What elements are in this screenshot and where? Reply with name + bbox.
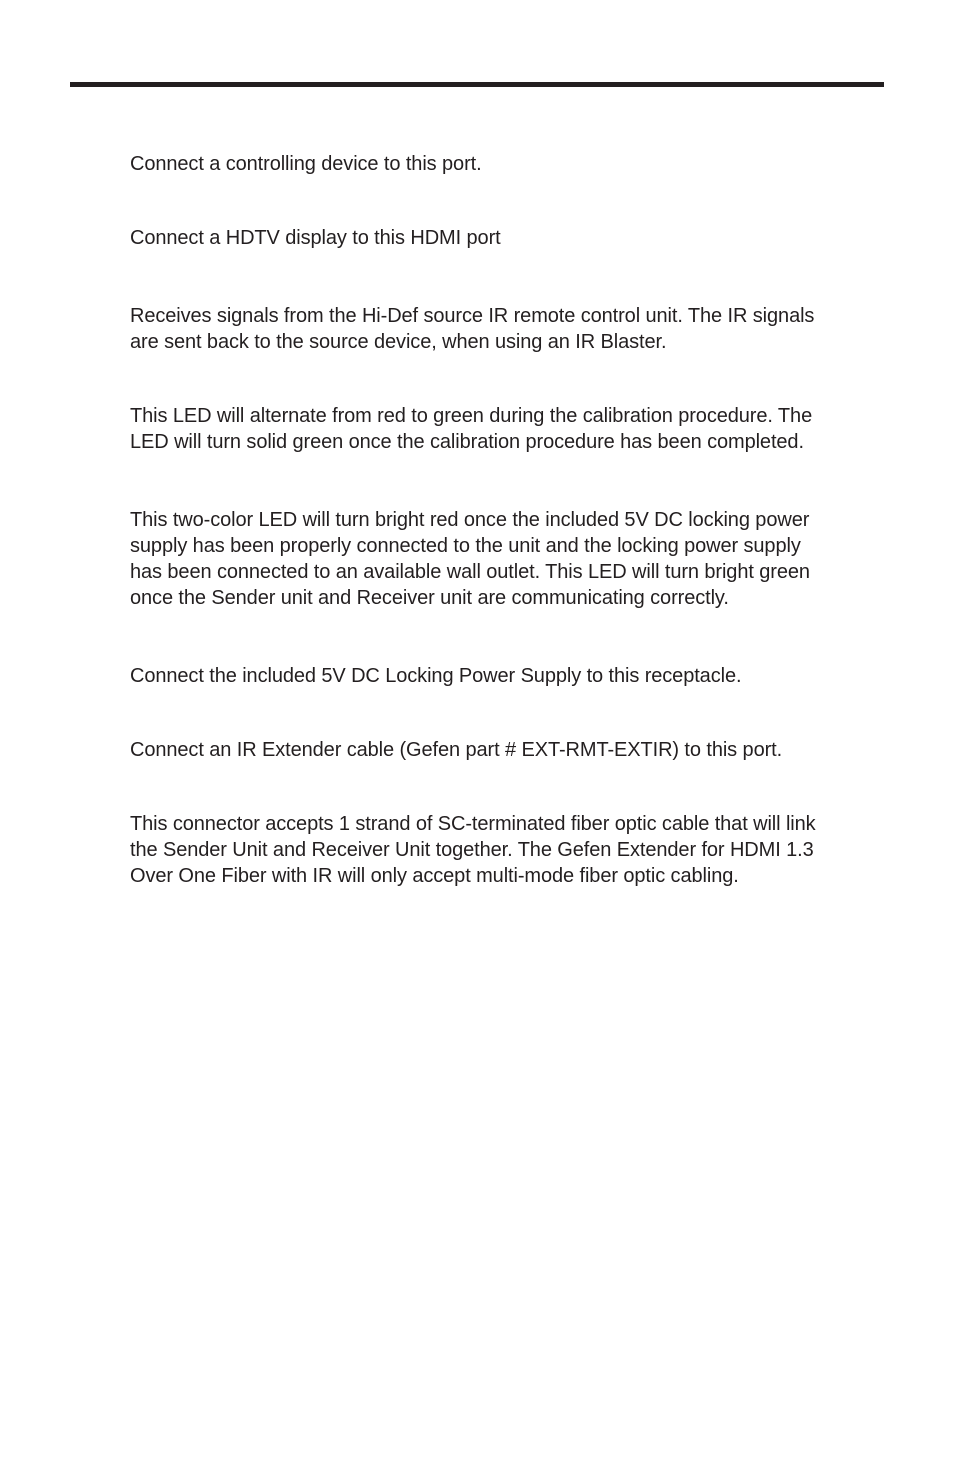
text-line: Connect a controlling device to this port. [130,153,482,175]
text-line: This connector accepts 1 strand of SC-terminated fiber optic cable that will link [130,813,816,835]
paragraph-fiber-connector [130,811,870,889]
text-line: supply has been properly connected to the unit and the locking power supply [130,535,801,557]
paragraph-ir-ext [130,737,870,763]
top-rule [70,82,884,87]
text-line: Over One Fiber with IR will only accept multi-mode fiber optic cabling. [130,865,739,887]
text-line: are sent back to the source device, when using an IR Blaster. [130,331,667,353]
text-line: once the Sender unit and Receiver unit are communicating correctly. [130,587,729,609]
text-line: has been connected to an available wall outlet. This LED will turn bright green [130,561,810,583]
paragraph-hdmi-out [130,225,870,251]
paragraph-rs232 [130,151,870,177]
text-line: LED will turn solid green once the calibration procedure has been completed. [130,431,804,453]
text-line: Connect an IR Extender cable (Gefen part # EXT-RMT-EXTIR) to this port. [130,739,783,761]
text-line: the Sender Unit and Receiver Unit together. The Gefen Extender for HDMI 1.3 [130,839,814,861]
text-line: Receives signals from the Hi-Def source IR remote control unit. The IR signals [130,305,815,327]
text-line: This LED will alternate from red to green during the calibration procedure. The [130,405,813,427]
paragraph-power-receptacle [130,663,870,689]
text-line: This two-color LED will turn bright red once the included 5V DC locking power [130,509,810,531]
text-line: Connect a HDTV display to this HDMI port [130,227,501,249]
paragraph-power-led [130,507,870,611]
text-line: Connect the included 5V DC Locking Power Supply to this receptacle. [130,665,742,687]
paragraph-calibration-led [130,403,870,455]
paragraph-ir-sensor [130,303,870,355]
